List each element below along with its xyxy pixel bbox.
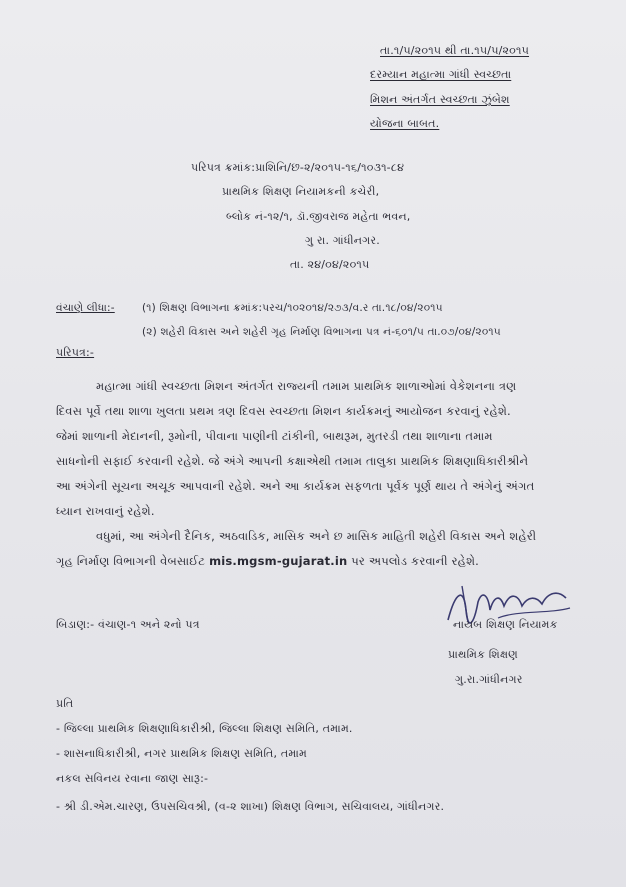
body-line: સાધનોની સફાઈ કરવાની રહેશે. જે અંગે આપની કક્ષાએથી તમામ તાલુકા પ્રાથમિક શિક્ષણાધિકારીશ્રીને [56,454,529,468]
subject-line: તા.૧/૫/૨૦૧૫ થી તા.૧૫/૫/૨૦૧૫ [380,44,530,57]
office-name: પ્રાથમિક શિક્ષણ નિયામકની કચેરી, [222,185,380,198]
circular-label: પરિપત્ર:- [56,346,95,359]
copy-item: - શ્રી ડી.એમ.ચારણ, ઉપસચિવશ્રી, (વ-૨ શાખા) શિક્ષણ વિભાગ, સચિવાલય, ગાંધીનગર. [56,800,445,813]
body-line: ધ્યાન રાખવાનું રહેશે. [56,504,155,518]
office-address: બ્લોક નં-૧૨/૧, ડૉ.જીવરાજ મહેતા ભવન, [226,210,411,223]
references-label: વંચાણે લીધા:- [56,302,115,314]
reference-item: (૨) શહેરી વિકાસ અને શહેરી ગૃહ નિર્માણ વિભાગના પત્ર નં-૬૦૧/૫ તા.૦૭/૦૪/૨૦૧૫ [142,326,501,338]
body-line-website [56,554,479,569]
body-text-segment: પર અપલોડ કરવાની રહેશે. [351,554,480,568]
signatory-place: ગુ.રા.ગાંધીનગર [455,673,523,686]
body-line: મહાત્મા ગાંધી સ્વચ્છતા મિશન અંતર્ગત રાજ્યની તમામ પ્રાથમિક શાળાઓમાં વેકેશનના ત્રણ [96,379,517,393]
subject-line: યોજના બાબત. [370,117,440,130]
subject-line: મિશન અંતર્ગત સ્વચ્છતા ઝુંબેશ [370,93,510,106]
body-text-segment: ગૃહ નિર્માણ વિભાગની વેબસાઈટ [56,554,206,568]
body-line: આ અંગેની સૂચના અચૂક આપવાની રહેશે. અને આ કાર્યક્રમ સફળતા પૂર્વક પૂર્ણ થાય તે અંગેનું અંગત [56,479,535,493]
circular-number: પરિપત્ર ક્રમાંક:પ્રાશિનિ/છ-૨/૨૦૧૫-૧૬/૧૦૩૧-૮૪ [191,161,405,174]
recipients-label: પ્રતિ [56,697,74,710]
recipient-item: - જિલ્લા પ્રાથમિક શિક્ષણાધિકારીશ્રી, જિલ્લા શિક્ષણ સમિતિ, તમામ. [56,722,353,735]
website-link[interactable]: mis.mgsm-gujarat.in [209,554,348,568]
body-line: જેમાં શાળાની મેદાનની, રૂમોની, પીવાના પાણીની ટાંકીની, બાથરૂમ, મુતરડી તથા શાળાના તમામ [56,429,493,443]
letter-date: તા. ૨૪/૦૪/૨૦૧૫ [290,258,370,271]
body-line: વધુમાં, આ અંગેની દૈનિક, અઠવાડિક, માસિક અને છ માસિક માહિતી શહેરી વિકાસ અને શહેરી [96,529,537,543]
signatory-title: નાયબ શિક્ષણ નિયામક [453,618,558,631]
subject-line: દરમ્યાન મહાત્મા ગાંધી સ્વચ્છતા [370,68,512,81]
recipient-item: - શાસનાધિકારીશ્રી, નગર પ્રાથમિક શિક્ષણ સમિતિ, તમામ [56,747,308,760]
body-line: દિવસ પૂર્વે તથા શાળા ખુલતા પ્રથમ ત્રણ દિવસ સ્વચ્છતા મિશન કાર્યક્રમનું આયોજન કરવાનું રહેશે. [56,404,511,418]
enclosure: બિડાણ:- વંચાણ-૧ અને ૨નો પત્ર [56,618,200,631]
reference-item: (૧) શિક્ષણ વિભાગના ક્રમાંક:પરચ/૧૦૨૦૧૪/૨૭૩/વ.ર તા.૧૮/૦૪/૨૦૧૫ [142,302,443,314]
copy-label: નકલ સવિનય રવાના જાણ સારૂ:- [56,772,209,785]
office-city: ગુ રા. ગાંધીનગર. [305,234,380,247]
signatory-department: પ્રાથમિક શિક્ષણ [448,648,518,661]
